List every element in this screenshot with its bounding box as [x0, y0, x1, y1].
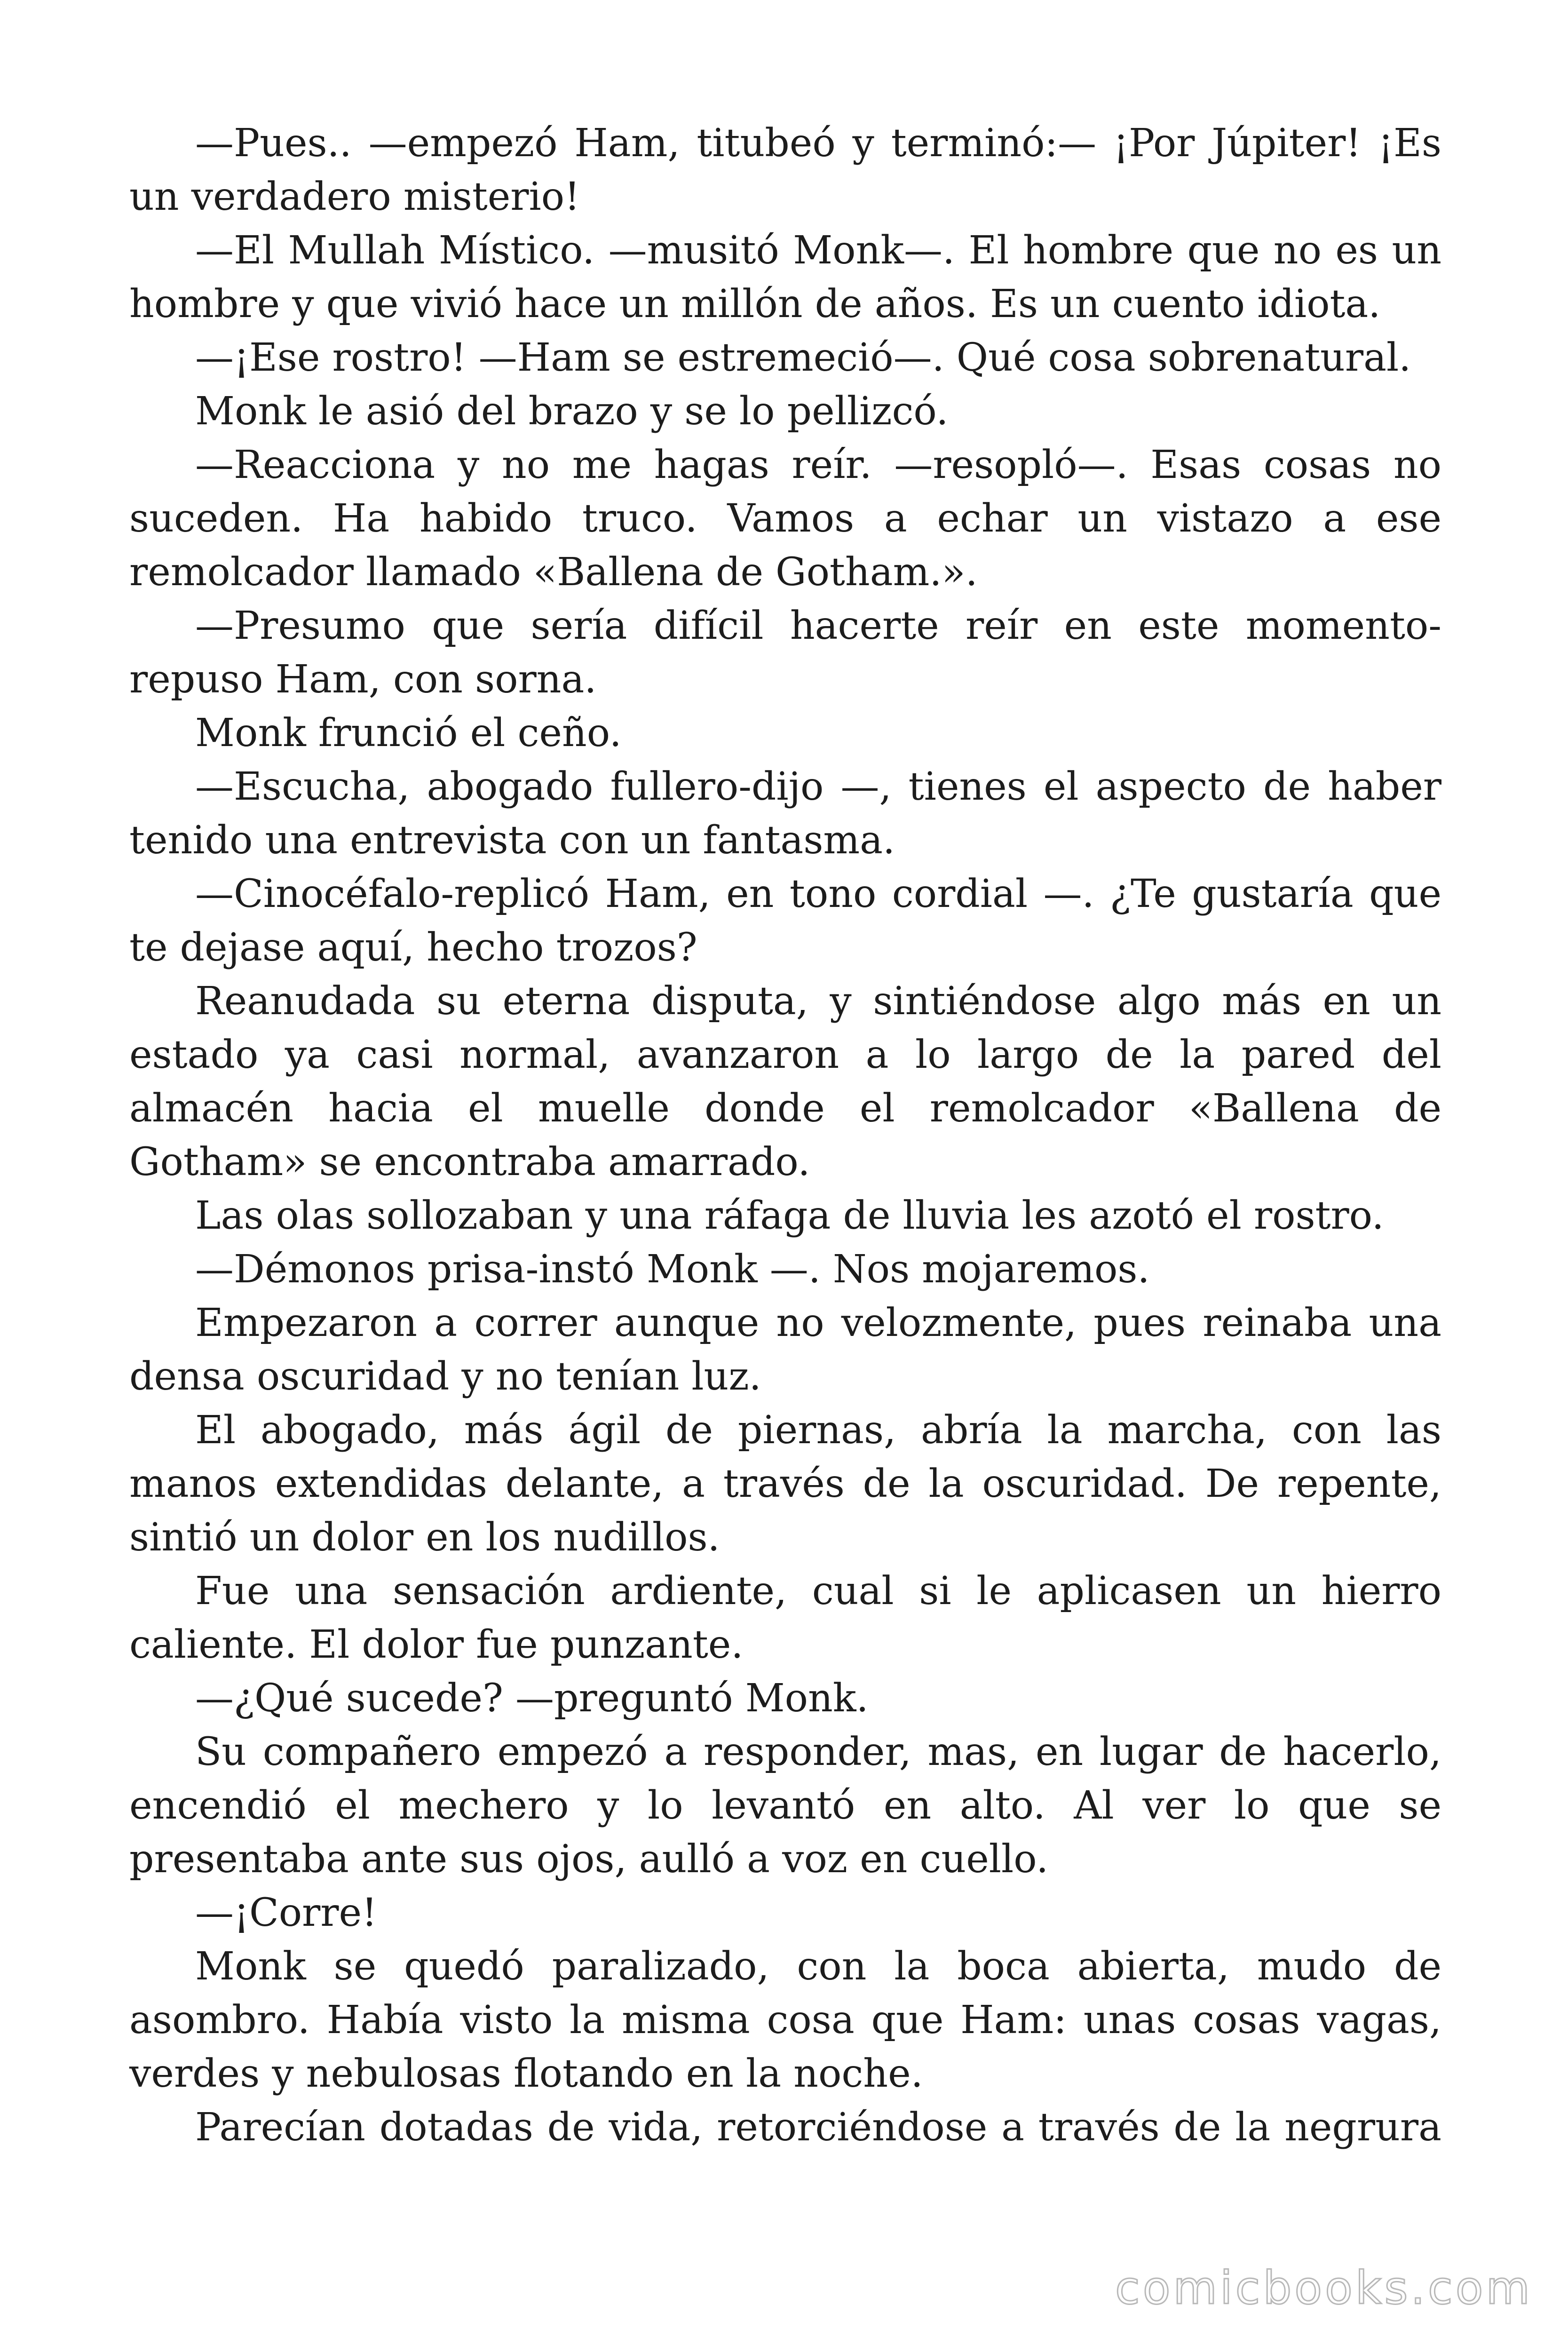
paragraph: —Presumo que sería difícil hacerte reír en este momento-repuso Ham, con sorna.	[129, 604, 1441, 702]
paragraph: —Reacciona y no me hagas reír. —resopló—. Esas cosas no suceden. Ha habido truco. Vamos a echar un vistazo a ese remolcador llamado «Ballena de Gotham.».	[129, 443, 1441, 595]
paragraph: —¿Qué sucede? —preguntó Monk.	[195, 1676, 869, 1721]
paragraph: Reanudada su eterna disputa, y sintiéndose algo más en un estado ya casi normal, avanzaron a lo largo de la pared del almacén hacia el muelle donde el remolcador «Ballena de Gotham» se encontraba amarrado.	[129, 979, 1441, 1184]
body-text	[129, 117, 1441, 2154]
paragraph: —¡Ese rostro! —Ham se estremeció—. Qué cosa sobrenatural.	[195, 335, 1411, 380]
paragraph: El abogado, más ágil de piernas, abría la marcha, con las manos extendidas delante, a través de la oscuridad. De repente, sintió un dolor en los nudillos.	[129, 1408, 1441, 1560]
paragraph: Monk frunció el ceño.	[195, 711, 622, 755]
paragraph: —El Mullah Místico. —musitó Monk—. El hombre que no es un hombre y que vivió hace un millón de años. Es un cuento idiota.	[129, 228, 1441, 326]
watermark-logo: comicbooks.com	[1115, 2262, 1533, 2314]
paragraph: Su compañero empezó a responder, mas, en lugar de hacerlo, encendió el mechero y lo levantó en alto. Al ver lo que se presentaba ante sus ojos, aulló a voz en cuello.	[129, 1730, 1441, 1882]
paragraph: —Escucha, abogado fullero-dijo —, tienes el aspecto de haber tenido una entrevista con un fantasma.	[129, 764, 1441, 863]
paragraph: Monk le asió del brazo y se lo pellizcó.	[195, 389, 949, 434]
paragraph: —Pues.. —empezó Ham, titubeó y terminó:— ¡Por Júpiter! ¡Es un verdadero misterio!	[129, 121, 1441, 219]
paragraph: —Cinocéfalo-replicó Ham, en tono cordial —. ¿Te gustaría que te dejase aquí, hecho trozos?	[129, 872, 1441, 970]
paragraph: Empezaron a correr aunque no velozmente, pues reinaba una densa oscuridad y no tenían luz.	[129, 1301, 1441, 1399]
paragraph: —¡Corre!	[195, 1891, 377, 1935]
paragraph: Parecían dotadas de vida, retorciéndose a través de la negrura	[195, 2105, 1441, 2150]
paragraph: —Démonos prisa-instó Monk —. Nos mojaremos.	[195, 1247, 1150, 1292]
paragraph: Monk se quedó paralizado, con la boca abierta, mudo de asombro. Había visto la misma cosa que Ham: unas cosas vagas, verdes y nebulosas flotando en la noche.	[129, 1944, 1441, 2096]
paragraph: Las olas sollozaban y una ráfaga de lluvia les azotó el rostro.	[195, 1193, 1384, 1238]
paragraph: Fue una sensación ardiente, cual si le aplicasen un hierro caliente. El dolor fue punzante.	[129, 1569, 1441, 1667]
